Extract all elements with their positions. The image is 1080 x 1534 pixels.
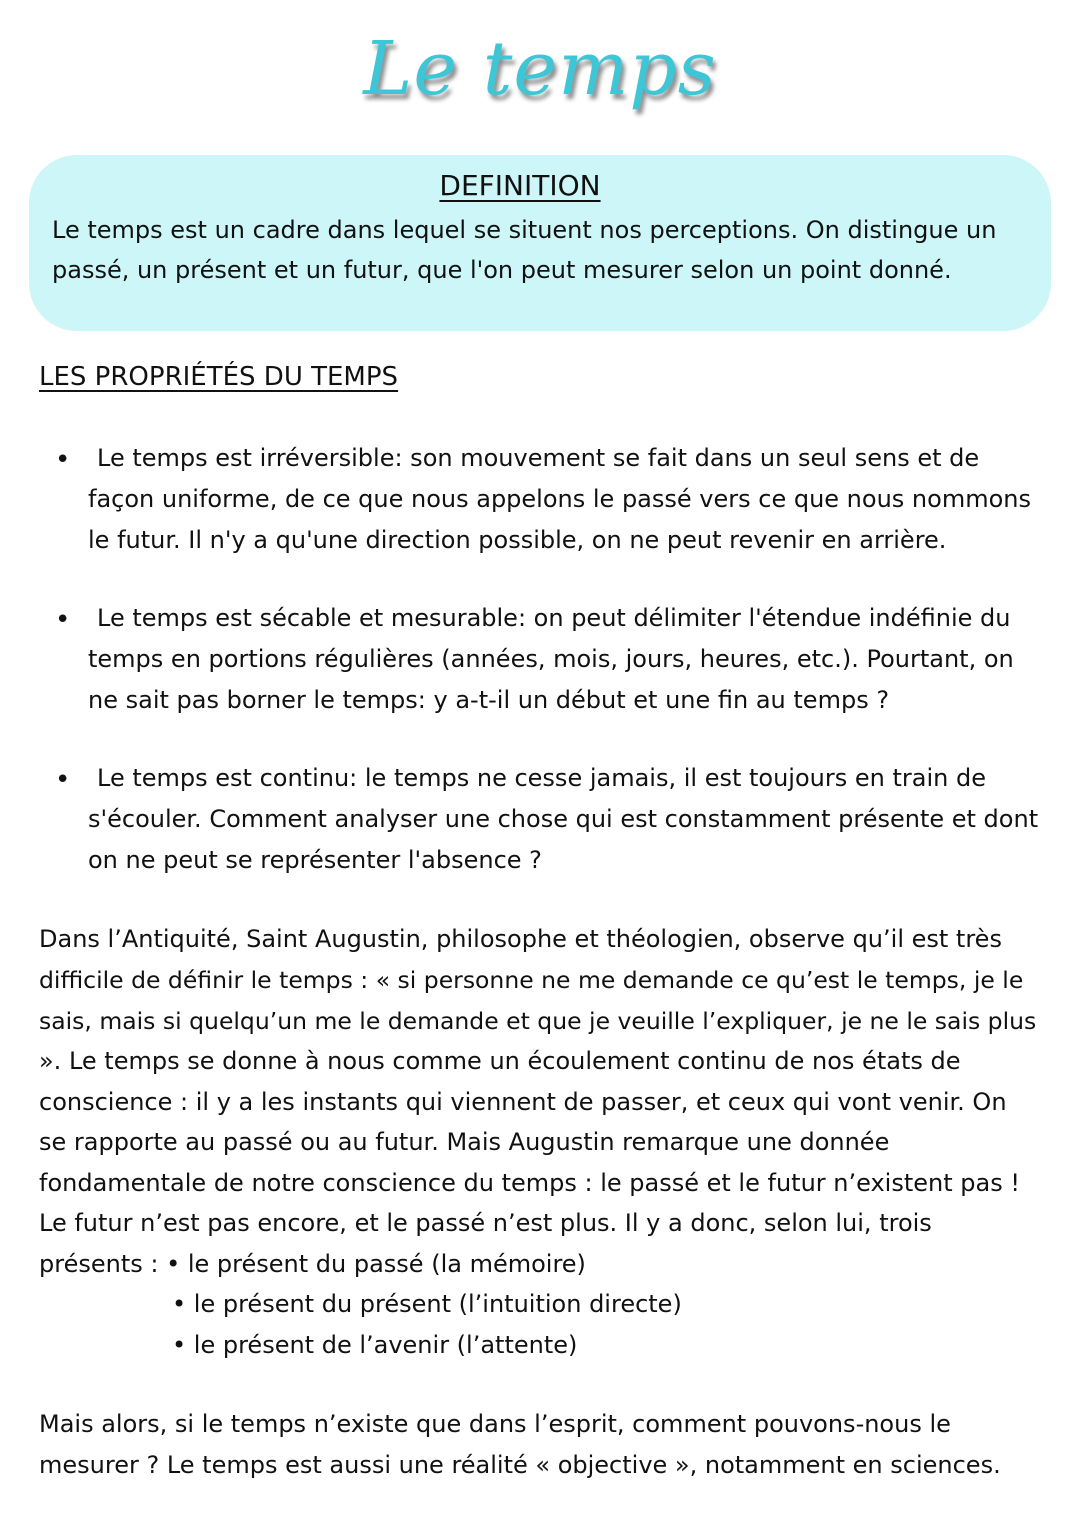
paragraph-line: sais, mais si quelqu’un me le demande et que je veuille l’expliquer, je ne le sais plus [39, 1007, 1037, 1035]
paragraph-line: fondamentale de notre conscience du temps : le passé et le futur n’existent pas ! [39, 1169, 1020, 1197]
bullet-icon: • [55, 445, 71, 475]
paragraph-line: difficile de définir le temps : « si personne ne me demande ce qu’est le temps, je le [39, 966, 1024, 994]
paragraph-line: Dans l’Antiquité, Saint Augustin, philosophe et théologien, observe qu’il est très [39, 925, 1002, 953]
conclusion-line: Mais alors, si le temps n’existe que dans l’esprit, comment pouvons-nous le [39, 1410, 951, 1438]
page-title: Le temps [363, 26, 717, 112]
property-line: ne sait pas borner le temps: y a-t-il un début et une fin au temps ? [88, 686, 890, 714]
property-line: s'écouler. Comment analyser une chose qui est constamment présente et dont [88, 805, 1039, 833]
paragraph-line: conscience : il y a les instants qui viennent de passer, et ceux qui vont venir. On [39, 1088, 1007, 1116]
paragraph-line: Le futur n’est pas encore, et le passé n’est plus. Il y a donc, selon lui, trois [39, 1209, 932, 1237]
property-line: Le temps est sécable et mesurable: on peut délimiter l'étendue indéfinie du [97, 604, 1011, 632]
property-line: Le temps est continu: le temps ne cesse jamais, il est toujours en train de [97, 764, 986, 792]
paragraph-line: ». Le temps se donne à nous comme un écoulement continu de nos états de [39, 1047, 961, 1075]
property-line: Le temps est irréversible: son mouvement se fait dans un seul sens et de [97, 444, 980, 472]
paragraph-line: se rapporte au passé ou au futur. Mais Augustin remarque une donnée [39, 1128, 890, 1156]
paragraph-line: présents : • le présent du passé (la mémoire) [39, 1250, 586, 1278]
property-line: le futur. Il n'y a qu'une direction possible, on ne peut revenir en arrière. [88, 526, 947, 554]
properties-heading: LES PROPRIÉTÉS DU TEMPS [39, 362, 399, 392]
presents-sub-item: • le présent de l’avenir (l’attente) [172, 1331, 578, 1359]
conclusion-line: mesurer ? Le temps est aussi une réalité « objective », notamment en sciences. [39, 1451, 1001, 1479]
definition-line: Le temps est un cadre dans lequel se situent nos perceptions. On distingue un [52, 216, 997, 244]
presents-sub-item: • le présent du présent (l’intuition directe) [172, 1290, 682, 1318]
definition-line: passé, un présent et un futur, que l'on peut mesurer selon un point donné. [52, 256, 952, 284]
property-line: on ne peut se représenter l'absence ? [88, 846, 542, 874]
bullet-icon: • [55, 605, 71, 635]
property-line: façon uniforme, de ce que nous appelons le passé vers ce que nous nommons [88, 485, 1031, 513]
bullet-icon: • [55, 765, 71, 795]
definition-heading: DEFINITION [439, 169, 601, 202]
property-line: temps en portions régulières (années, mois, jours, heures, etc.). Pourtant, on [88, 645, 1014, 673]
